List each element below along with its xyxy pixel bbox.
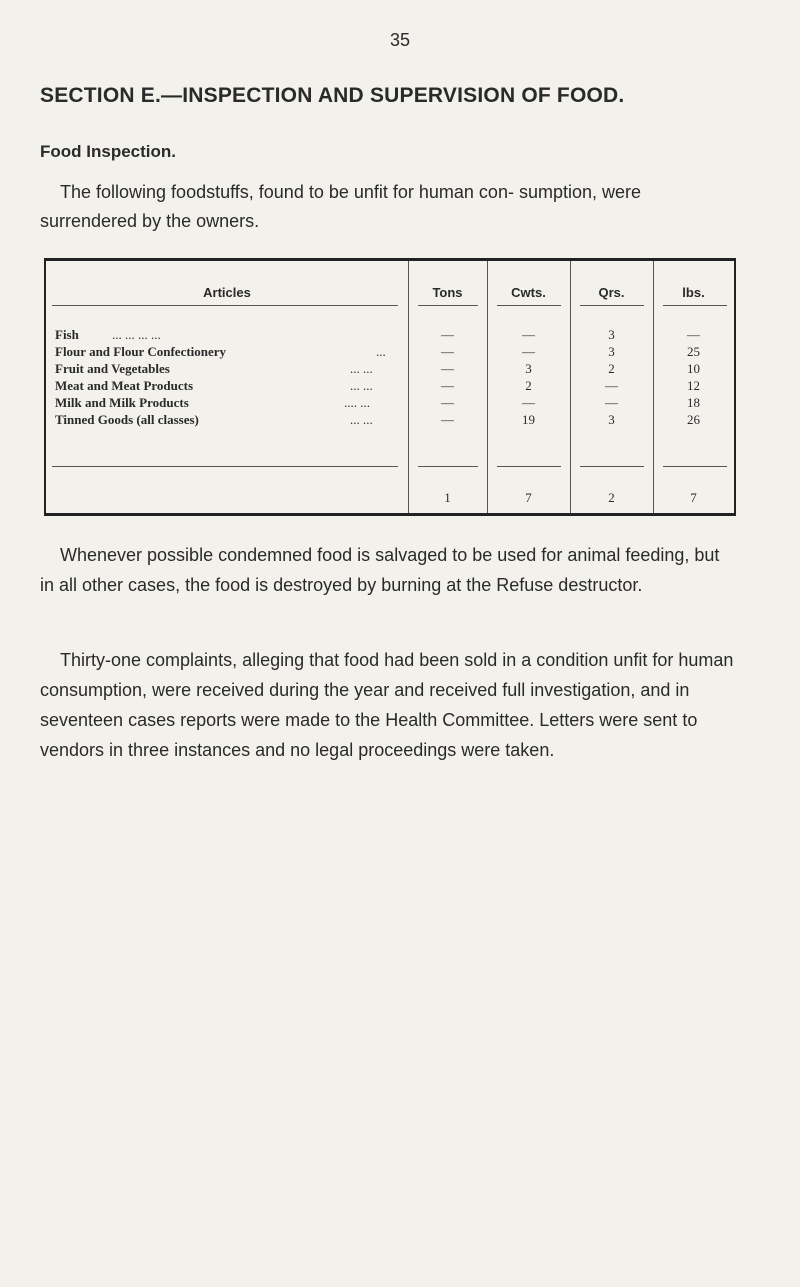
salvage-paragraph: Whenever possible condemned food is salvaged to be used for animal feeding, but in all other cases, the food is destroyed by burning at the Refuse destructor. [40, 545, 720, 595]
cell-lbs: 25 [687, 344, 700, 359]
total-lbs: 7 [690, 490, 697, 505]
header-rule [497, 305, 561, 306]
cell-lbs: 26 [687, 412, 700, 427]
cell-cwts: 19 [522, 412, 535, 427]
header-cwts: Cwts. [511, 285, 546, 300]
cell-tons: — [441, 412, 454, 427]
cell-qrs: 3 [608, 327, 615, 342]
article-name: Tinned Goods (all classes) [55, 412, 199, 427]
cell-cwts: — [522, 395, 535, 410]
article-label [55, 327, 407, 343]
article-name: Milk and Milk Products [55, 395, 189, 410]
article-label [55, 344, 407, 360]
header-rule [580, 305, 644, 306]
total-qrs: 2 [608, 490, 615, 505]
header-rule [663, 305, 727, 306]
cell-tons: — [441, 361, 454, 376]
section-heading: SECTION E.—INSPECTION AND SUPERVISION OF FOOD. [40, 84, 625, 107]
header-lbs: lbs. [682, 285, 705, 300]
article-name: Fish [55, 327, 79, 342]
cell-qrs: 3 [608, 412, 615, 427]
sub-heading: Food Inspection. [40, 142, 176, 161]
cell-tons: — [441, 395, 454, 410]
total-rule [497, 466, 561, 467]
article-name: Meat and Meat Products [55, 378, 194, 393]
table-row [46, 395, 734, 412]
cell-lbs: — [687, 327, 700, 342]
total-tons: 1 [444, 490, 451, 505]
article-name: Fruit and Vegetables [55, 361, 170, 376]
cell-qrs: — [605, 378, 618, 393]
total-rule [418, 466, 478, 467]
cell-lbs: 18 [687, 395, 700, 410]
table-row [46, 344, 734, 361]
cell-tons: — [441, 378, 454, 393]
intro-paragraph: The following foodstuffs, found to be unfit for human con- sumption, were surrendered by the owners. [40, 182, 642, 231]
cell-qrs: 2 [608, 361, 615, 376]
table-row [46, 378, 734, 395]
cell-qrs: — [605, 395, 618, 410]
cell-lbs: 12 [687, 378, 700, 393]
cell-cwts: 2 [525, 378, 532, 393]
cell-qrs: 3 [608, 344, 615, 359]
cell-lbs: 10 [687, 361, 700, 376]
header-tons: Tons [432, 285, 463, 300]
leader-dots: ... ... [350, 361, 373, 376]
header-rule [418, 305, 478, 306]
leader-dots: ... ... [350, 378, 373, 393]
header-rule [52, 305, 398, 306]
leader-dots: ... ... ... ... [112, 327, 161, 342]
cell-cwts: 3 [525, 361, 532, 376]
leader-dots: ... ... [350, 412, 373, 427]
cell-cwts: — [522, 327, 535, 342]
article-name: Flour and Flour Confectionery [55, 344, 227, 359]
complaints-paragraph: Thirty-one complaints, alleging that food had been sold in a condition unfit for human consumption, were received during the year and received full investigation, and in seventeen cases reports were made to the Health Committee. Letters were sent to vendors in three instances and no legal proceedings were taken. [40, 650, 734, 760]
page-number: 35 [389, 30, 411, 50]
table-row [46, 412, 734, 429]
header-qrs: Qrs. [598, 285, 625, 300]
table-row [46, 361, 734, 378]
total-rule [663, 466, 727, 467]
total-cwts: 7 [525, 490, 532, 505]
table-row [46, 327, 734, 344]
cell-cwts: — [522, 344, 535, 359]
cell-tons: — [441, 344, 454, 359]
cell-tons: — [441, 327, 454, 342]
total-rule [52, 466, 398, 467]
header-articles: Articles [203, 285, 251, 300]
leader-dots: .... ... [344, 395, 370, 410]
leader-dots: ... [376, 344, 386, 359]
total-rule [580, 466, 644, 467]
food-inspection-table [44, 258, 736, 516]
